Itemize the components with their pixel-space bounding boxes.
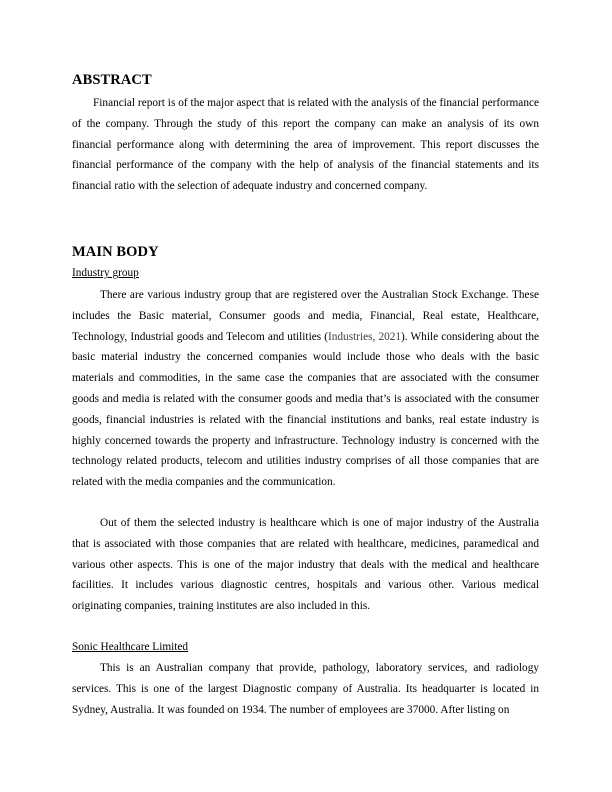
main-body-heading: MAIN BODY: [72, 244, 159, 260]
abstract-paragraph: Financial report is of the major aspect that is related with the analysis of the financial performance of the company. Through the study of this report the company can make an analysis of its own financial performance along with determining the area of improvement. This report discusses the financial performance of the company with the help of analysis of the financial statements and its financial ratio with the selection of adequate industry and concerned company.: [72, 97, 539, 193]
industry-group-subheading: Industry group: [72, 267, 139, 279]
abstract-heading: ABSTRACT: [72, 72, 152, 88]
industry-group-paragraph-1: [72, 285, 539, 493]
sonic-healthcare-paragraph-1: This is an Australian company that provide, pathology, laboratory services, and radiology services. This is one of the largest Diagnostic company of Australia. Its headquarter is located in Sydney, Australia. It was founded on 1934. The number of employees are 37000. After listing on: [72, 662, 539, 716]
industry-group-paragraph-2: Out of them the selected industry is healthcare which is one of major industry of the Australia that is associated with those companies that are related with healthcare, medicines, paramedical and various other aspects. This is one of the major industry that deals with the medical and healthcare facilities. It includes various diagnostic centres, hospitals and various other. Various medical originating companies, training institutes are also included in this.: [72, 517, 539, 613]
paragraph-text: There are various industry group that are registered over the Australian Stock Exchange. These includes the Basic material, Consumer goods and media, Financial, Real estate, Healthcare, Technology, Industrial goods and Telecom and utilities (: [72, 289, 539, 343]
citation: Industries, 2021: [327, 330, 402, 343]
sonic-healthcare-subheading: Sonic Healthcare Limited: [72, 641, 189, 653]
paragraph-text: ). While considering about the basic material industry the concerned companies would include those who deals with the basic materials and commodities, in the same case the companies that are associated with the consumer goods and media is related with the consumer goods and media that’s is associated with the consumer goods, financial industries is related with the financial institutions and banks, real estate industry is highly concerned towards the property and infrastructure. Technology industry is concerned with the technology related products, telecom and utilities industry comprises of all those companies that are related with the media companies and the communication.: [72, 330, 539, 489]
